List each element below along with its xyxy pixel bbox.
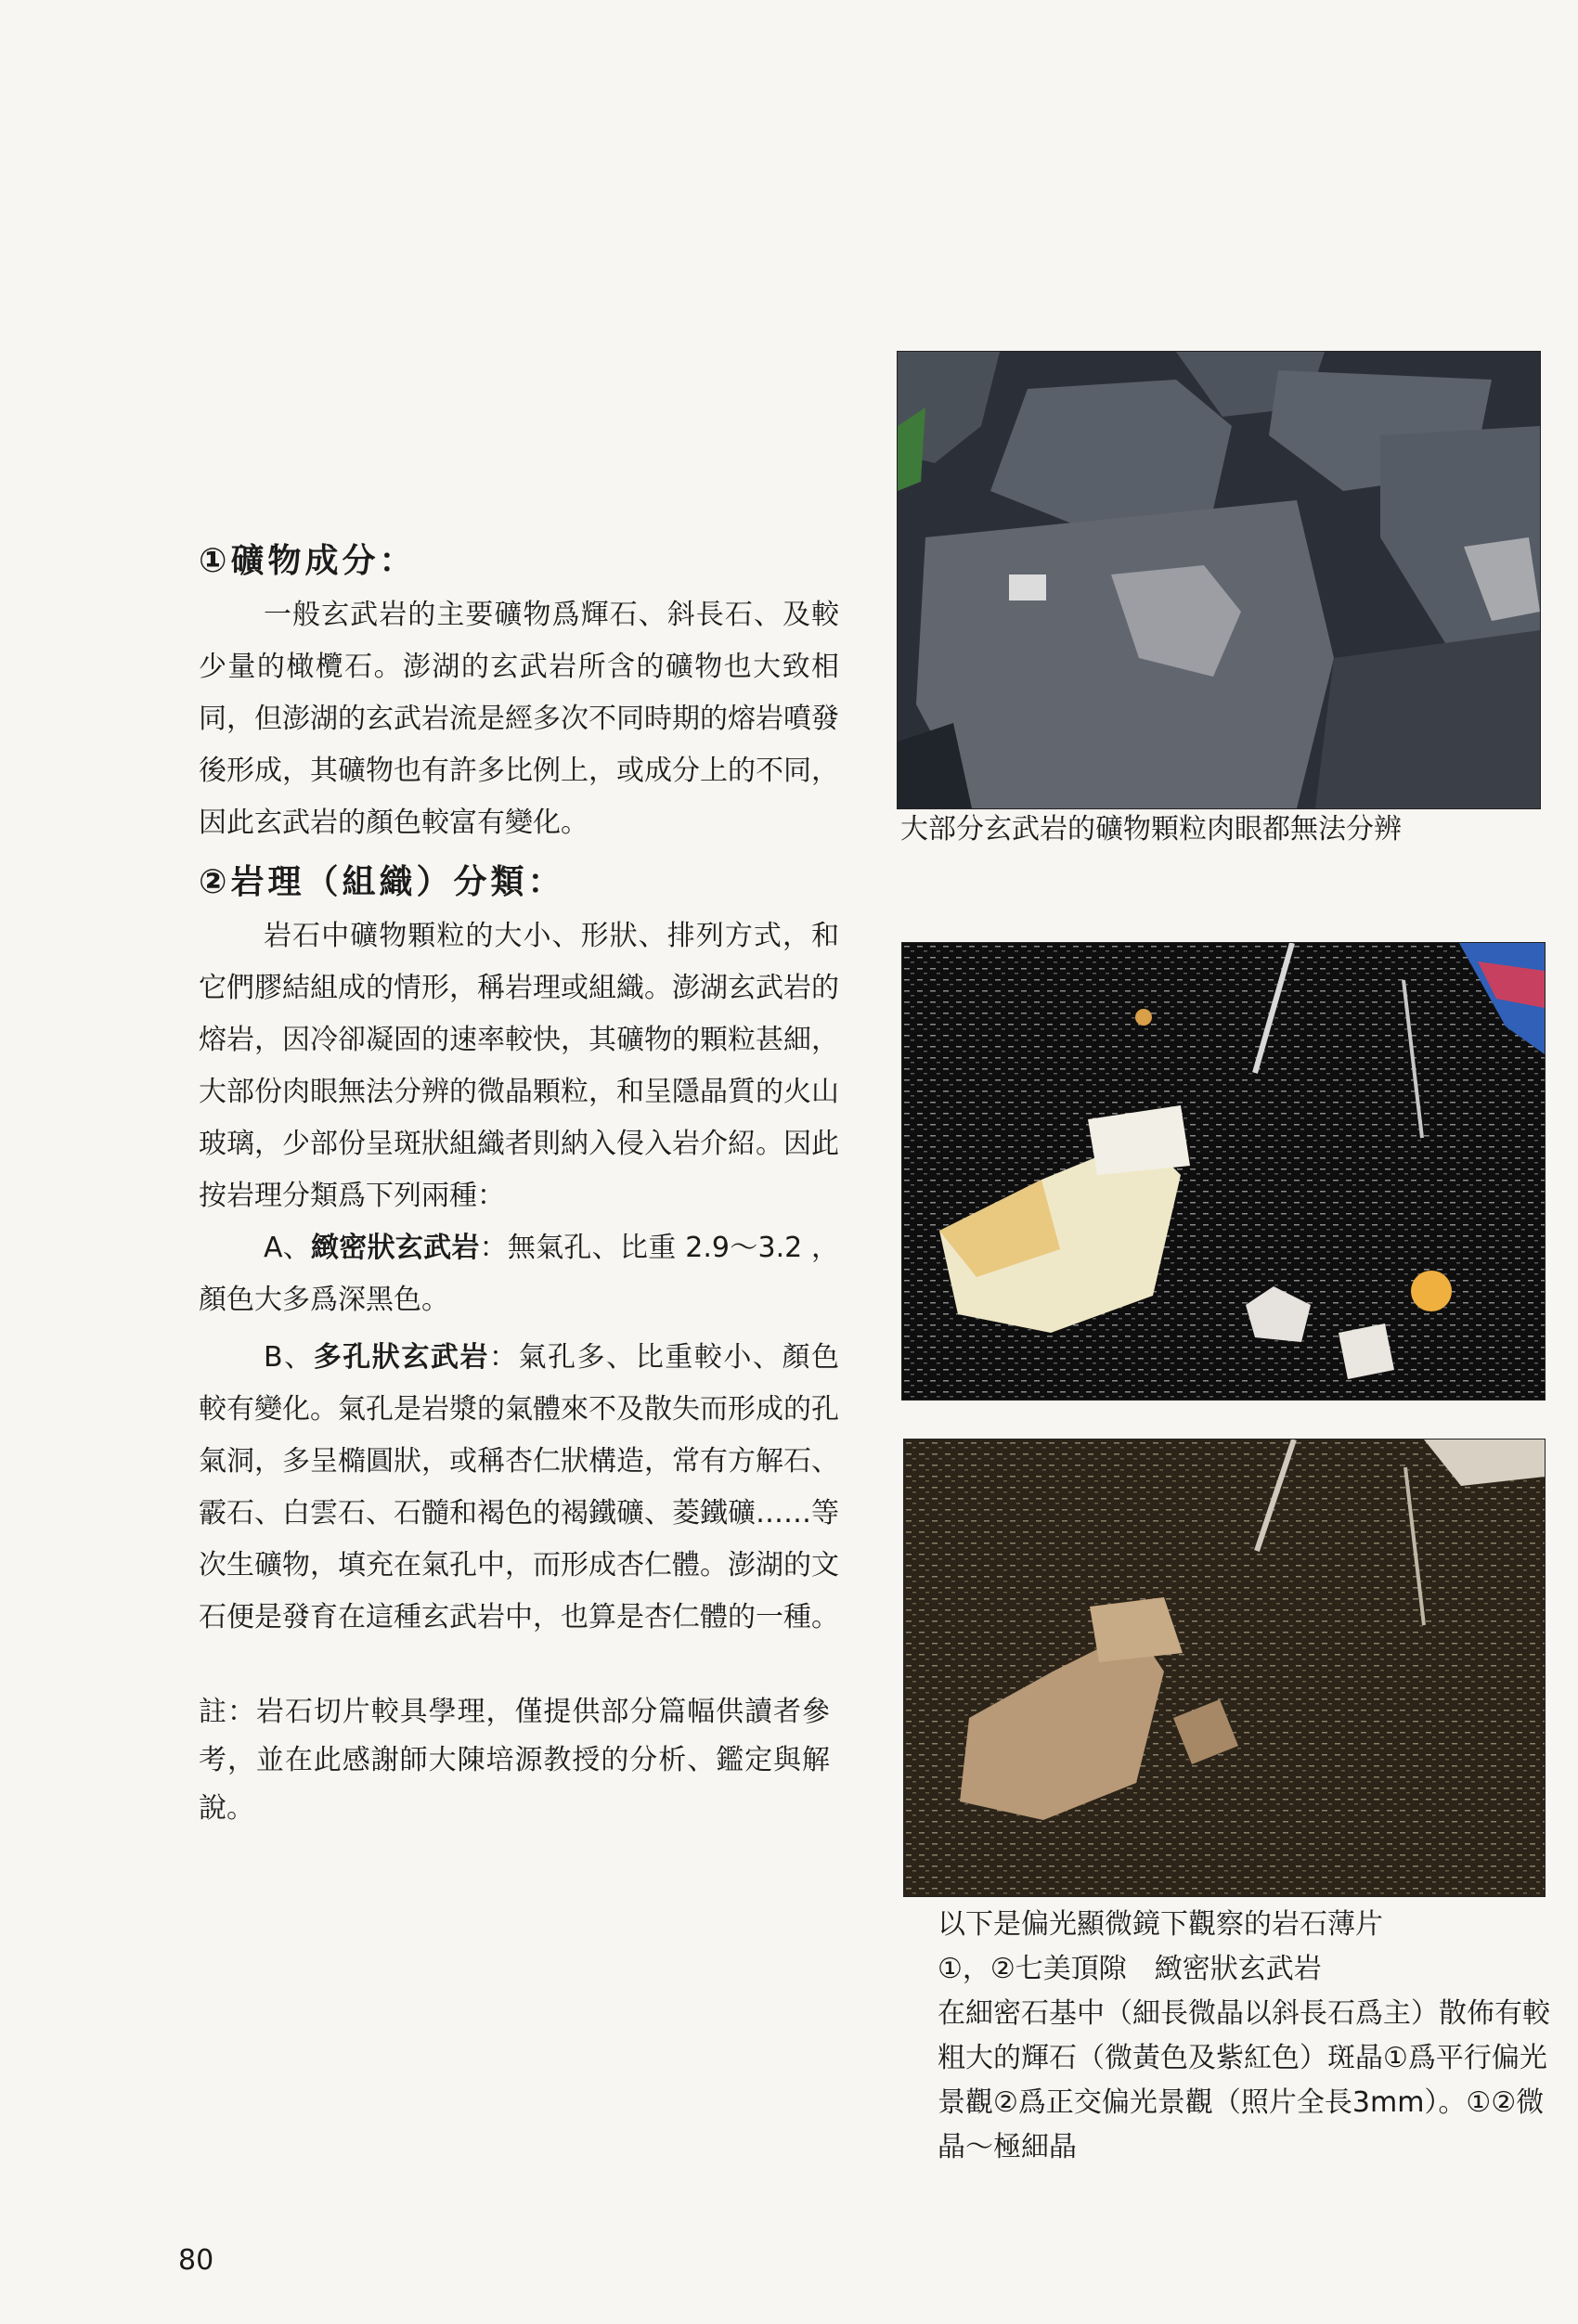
item-b-text: ：氣孔多、比重較小、顏色較有變化。氣孔是岩漿的氣體來不及散失而形成的孔氣洞，多呈橢圓狀，或稱杏仁狀構造，常有方解石、霰石、白雲石、石髓和褐色的褐鐵礦、菱鐵礦……等次生礦物，填充在氣孔中，而形成杏仁體。澎湖的文石便是發育在這種玄武岩中，也算是杏仁體的一種。 [199, 1341, 840, 1633]
item-a-text: ：無氣孔、比重 2.9～3.2 ，顏色大多爲深黑色。 [199, 1232, 839, 1316]
basalt-rock-photo [897, 351, 1541, 809]
item-a-prefix: A、 [264, 1232, 312, 1264]
main-text-column [199, 534, 839, 1833]
thin-section-photo-crossed [903, 1439, 1546, 1897]
item-b-prefix: B、 [264, 1341, 314, 1374]
thin-section-caption-line1: 以下是偏光顯微鏡下觀察的岩石薄片 [938, 1908, 1383, 1941]
thin-section-caption-line2: ①，②七美頂隙 緻密狀玄武岩 [938, 1953, 1322, 1985]
thin-section-photo-parallel [901, 942, 1546, 1401]
section-heading-texture: ②岩理（組織）分類： [199, 863, 565, 901]
item-b-term: 多孔狀玄武岩 [313, 1341, 489, 1374]
rock-photo-caption: 大部分玄武岩的礦物顆粒肉眼都無法分辨 [900, 813, 1402, 846]
page-number: 80 [178, 2244, 214, 2277]
section-paragraph-minerals: 一般玄武岩的主要礦物爲輝石、斜長石、及較少量的橄欖石。澎湖的玄武岩所含的礦物也大致相同，但澎湖的玄武岩流是經多次不同時期的熔岩噴發後形成，其礦物也有許多比例上，或成分上的不同，因此玄武岩的顏色較富有變化。 [199, 599, 839, 839]
item-dense-basalt [199, 1222, 839, 1326]
section-heading-minerals: ①礦物成分： [199, 542, 417, 580]
item-a-term: 緻密狀玄武岩 [311, 1232, 480, 1264]
acknowledgement-note: 註：岩石切片較具學理，僅提供部分篇幅供讀者參考，並在此感謝師大陳培源教授的分析、鑑定與解說。 [199, 1696, 830, 1825]
thin-section-caption [938, 1903, 1569, 2170]
thin-section-caption-line3: 在細密石基中（細長微晶以斜長石爲主）散佈有較粗大的輝石（微黃色及紫紅色）斑晶①爲平行偏光景觀②爲正交偏光景觀（照片全長3mm）。①②微晶～極細晶 [938, 1997, 1550, 2163]
item-porous-basalt [199, 1332, 839, 1644]
section-paragraph-texture: 岩石中礦物顆粒的大小、形狀、排列方式，和它們膠結組成的情形，稱岩理或組織。澎湖玄武岩的熔岩，因冷卻凝固的速率較快，其礦物的顆粒甚細，大部份肉眼無法分辨的微晶顆粒，和呈隱晶質的火山玻璃，少部份呈斑狀組織者則納入侵入岩介紹。因此按岩理分類爲下列兩種： [199, 920, 839, 1212]
